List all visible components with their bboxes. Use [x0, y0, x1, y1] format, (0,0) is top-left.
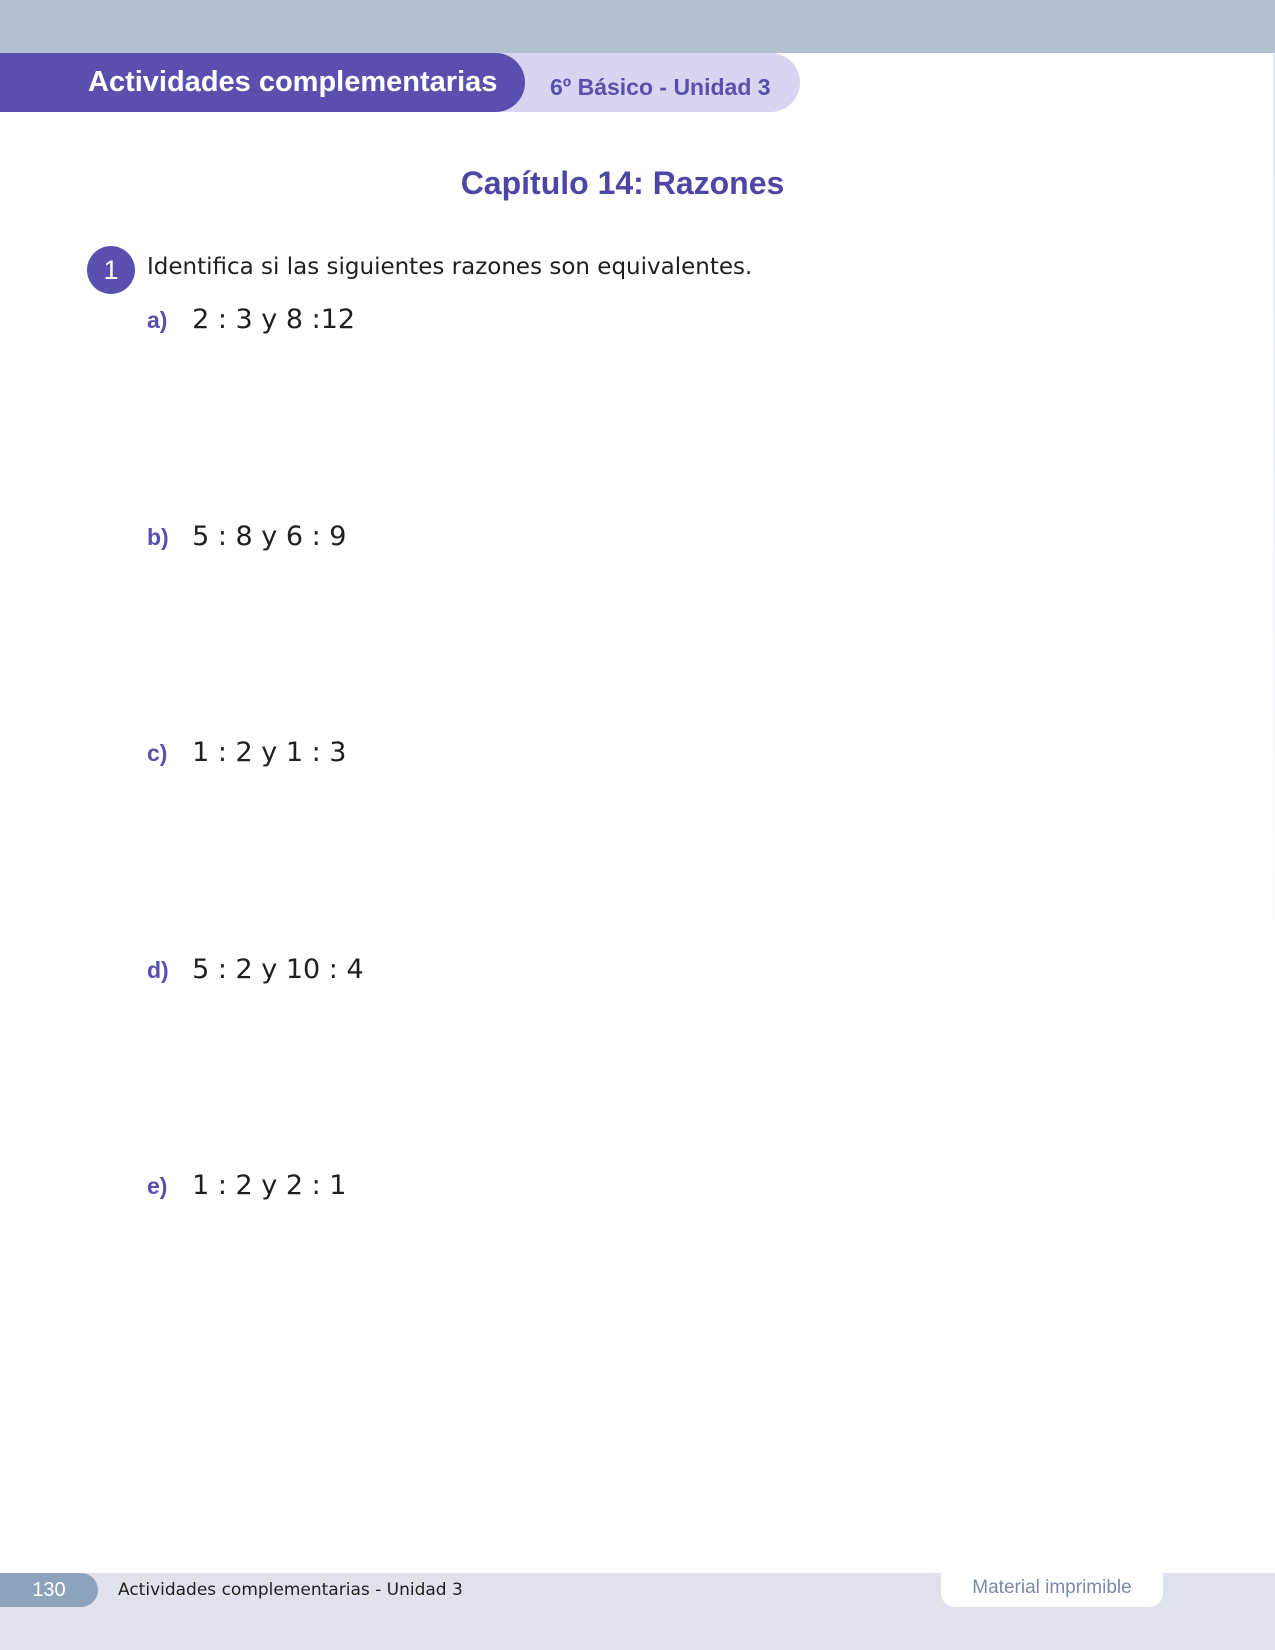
item-label: a) [147, 307, 168, 333]
question-prompt: Identifica si las siguientes razones son equivalentes. [147, 254, 753, 280]
header-subtitle: 6º Básico - Unidad 3 [550, 74, 771, 100]
item-e [147, 1170, 346, 1201]
page-number: 130 [0, 1573, 98, 1607]
chapter-title: Capítulo 14: Razones [460, 165, 785, 201]
item-d [147, 954, 364, 985]
item-label: e) [147, 1173, 168, 1199]
material-label: Material imprimible [941, 1573, 1163, 1607]
item-expression: 1 : 2 y 1 : 3 [192, 737, 347, 768]
footer-text: Actividades complementarias - Unidad 3 [118, 1580, 463, 1600]
item-expression: 5 : 8 y 6 : 9 [192, 521, 347, 552]
item-b [147, 521, 346, 552]
item-c [147, 737, 346, 768]
item-a [147, 304, 355, 335]
item-expression: 2 : 3 y 8 :12 [192, 304, 356, 335]
item-label: c) [147, 740, 168, 766]
question-number-badge: 1 [87, 246, 135, 294]
item-expression: 5 : 2 y 10 : 4 [192, 954, 364, 985]
top-band [0, 0, 1275, 53]
item-label: b) [147, 524, 169, 550]
item-label: d) [147, 957, 169, 983]
item-expression: 1 : 2 y 2 : 1 [192, 1170, 347, 1201]
header-title: Actividades complementarias [88, 66, 498, 98]
